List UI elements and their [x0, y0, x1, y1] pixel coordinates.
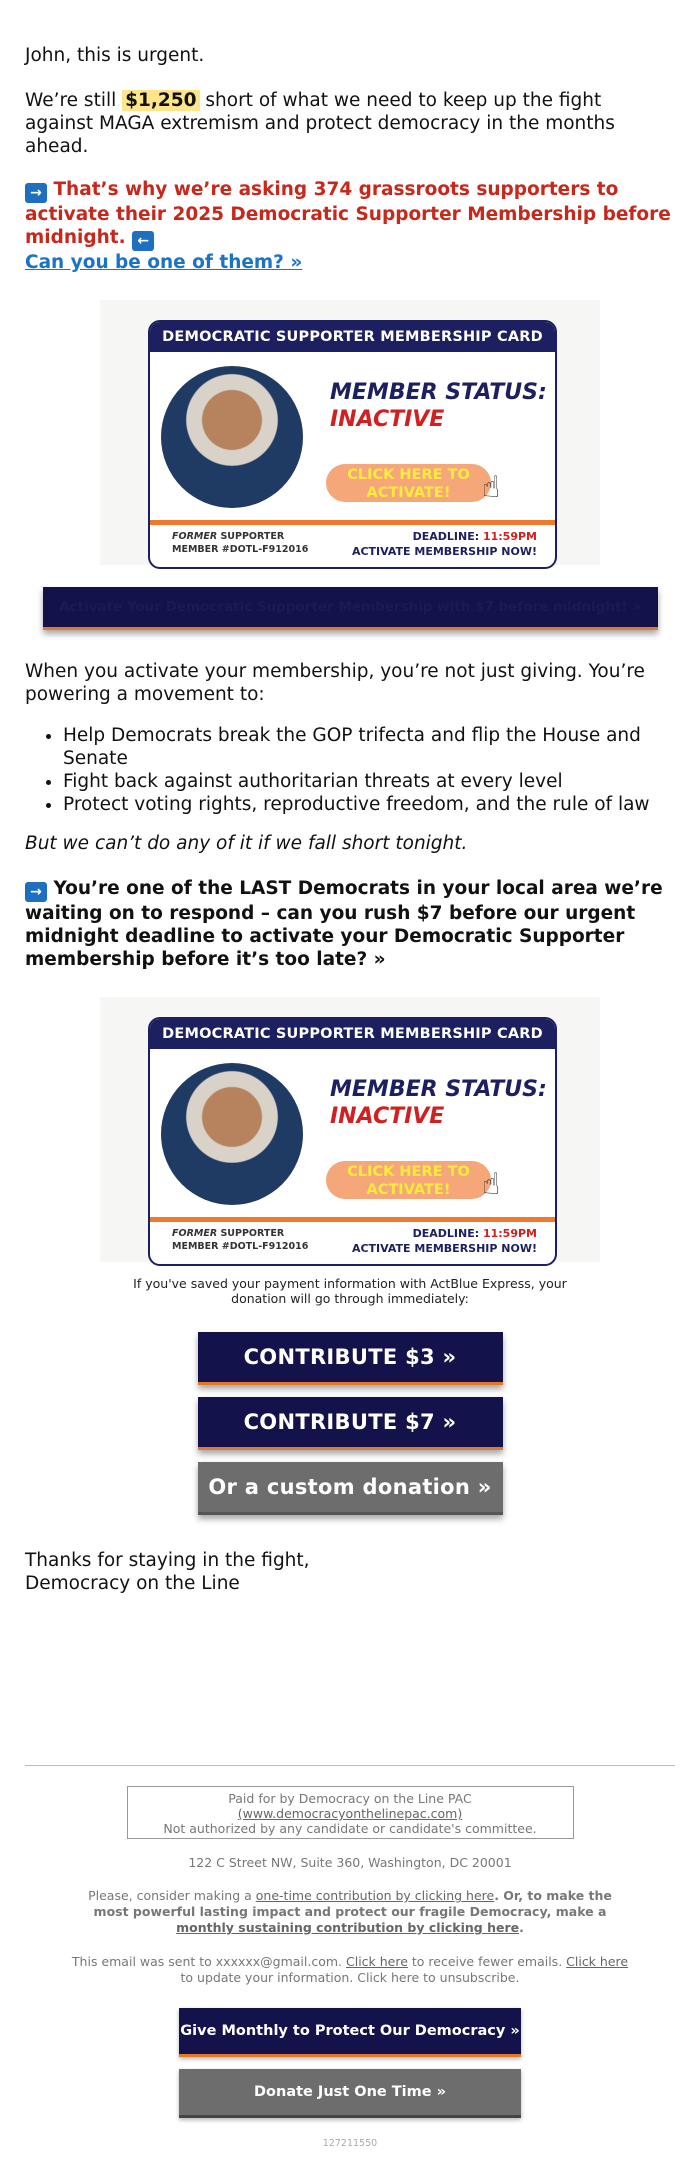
express-note: If you've saved your payment information with ActBlue Express, your donation will go through immediately: [133, 1276, 567, 1306]
right-arrow-icon: → [25, 183, 47, 203]
membership-card-image[interactable] [100, 300, 600, 565]
status-value: INACTIVE [330, 407, 445, 432]
deadline-time: 11:59PM [482, 1227, 537, 1240]
signoff-line-1: Thanks for staying in the fight, [25, 1550, 310, 1571]
deadline-label: DEADLINE: [412, 530, 483, 543]
greeting: John, this is urgent. [25, 45, 205, 66]
donate-one-time-button[interactable]: Donate Just One Time » [179, 2069, 521, 2118]
update-info-link[interactable]: Click here [566, 1954, 629, 1969]
ask-paragraph [25, 178, 675, 251]
fewer-emails-link[interactable]: Click here [346, 1954, 408, 1969]
member-number: MEMBER #DOTL-F912016 [172, 1241, 309, 1252]
sent-text-1: This email was sent to xxxxxx@gmail.com. [71, 1954, 346, 1969]
member-info [172, 1227, 308, 1253]
mailing-address: 122 C Street NW, Suite 360, Washington, DC 20001 [188, 1855, 512, 1870]
paid-by: Paid for by Democracy on the Line PAC [228, 1791, 472, 1806]
intro-paragraph [25, 89, 675, 158]
card-header: DEMOCRATIC SUPPORTER MEMBERSHIP CARD [150, 1019, 555, 1049]
not-authorized: Not authorized by any candidate or candidate's committee. [163, 1821, 537, 1836]
sent-text-3: to update your information. Click here to unsubscribe. [180, 1970, 520, 1985]
pac-url-link[interactable]: (www.democracyonthelinepac.com) [237, 1806, 463, 1821]
former-rest: SUPPORTER [217, 531, 285, 542]
italic-line: But we can’t do any of it if we fall short tonight. [25, 833, 468, 854]
disclaimer-box [127, 1786, 574, 1839]
be-one-link[interactable]: Can you be one of them? » [25, 252, 303, 273]
intro-after: short of what we need to keep up the fight against MAGA extremism and protect democracy in the months ahead. [25, 90, 615, 157]
card-cta: CLICK HERE TO ACTIVATE! [326, 464, 491, 502]
deadline-cta: ACTIVATE MEMBERSHIP NOW! [351, 1242, 537, 1255]
contribution-note [70, 1888, 630, 1936]
card-divider [150, 1217, 555, 1222]
former-label: FORMER [172, 1228, 218, 1239]
consider-text-1: Please, consider making a [88, 1888, 256, 1903]
card-header: DEMOCRATIC SUPPORTER MEMBERSHIP CARD [150, 322, 555, 352]
membership-card [148, 1017, 557, 1266]
contribute-3-button[interactable]: CONTRIBUTE $3 » [198, 1332, 503, 1385]
list-item: • Protect voting rights, reproductive freedom, and the rule of law [63, 793, 675, 816]
activate-membership-button[interactable]: Activate Your Democratic Supporter Membership with $7 before midnight! » [43, 587, 658, 630]
status-label: MEMBER STATUS: [330, 1077, 547, 1102]
list-item: • Fight back against authoritarian threats at every level [63, 770, 675, 793]
right-arrow-icon: → [25, 882, 47, 902]
deadline-label: DEADLINE: [412, 1227, 483, 1240]
deadline-info [352, 1226, 537, 1256]
give-monthly-button[interactable]: Give Monthly to Protect Our Democracy » [179, 2008, 521, 2057]
left-arrow-icon: ← [132, 231, 154, 251]
custom-donation-button[interactable]: Or a custom donation » [198, 1462, 503, 1515]
email-preferences [70, 1954, 630, 1986]
one-time-link[interactable]: one-time contribution by clicking here [255, 1888, 495, 1903]
consider-text-2: . Or, to make the most powerful lasting impact and protect our fragile Democracy, make a [93, 1888, 612, 1919]
card-cta: CLICK HERE TO ACTIVATE! [326, 1161, 491, 1199]
deadline-cta: ACTIVATE MEMBERSHIP NOW! [351, 545, 537, 558]
membership-card [148, 320, 557, 569]
pointer-hand-icon: ☝ [482, 1167, 501, 1202]
body-paragraph: When you activate your membership, you’re not just giving. You’re powering a movement to: [25, 661, 645, 705]
status-label: MEMBER STATUS: [330, 380, 547, 405]
former-rest: SUPPORTER [217, 1228, 285, 1239]
monthly-link[interactable]: monthly sustaining contribution by clicking here [176, 1920, 520, 1935]
sent-text-2: to receive fewer emails. [407, 1954, 567, 1969]
tracking-code: 127211550 [322, 2138, 378, 2149]
bold-ask-text: You’re one of the LAST Democrats in your local area we’re waiting on to respond – can you rush $7 before our urgent midnight deadline to activate your Democratic Supporter membership before it’s too late? » [25, 878, 663, 970]
member-photo [161, 1063, 303, 1205]
contribute-7-button[interactable]: CONTRIBUTE $7 » [198, 1397, 503, 1450]
ask-text: That’s why we’re asking 374 grassroots supporters to activate their 2025 Democratic Supporter Membership before midnight. [25, 179, 671, 248]
member-number: MEMBER #DOTL-F912016 [172, 544, 309, 555]
goals-list [25, 724, 675, 816]
footer-divider [25, 1765, 675, 1766]
consider-text-3: . [519, 1920, 524, 1935]
membership-card-image-2[interactable] [100, 997, 600, 1262]
list-item: • Help Democrats break the GOP trifecta and flip the House and Senate [63, 724, 675, 770]
card-divider [150, 520, 555, 525]
deadline-time: 11:59PM [482, 530, 537, 543]
member-photo [161, 366, 303, 508]
bold-ask[interactable] [25, 877, 675, 971]
intro-before: We’re still [25, 90, 123, 111]
former-label: FORMER [172, 531, 218, 542]
pointer-hand-icon: ☝ [482, 470, 501, 505]
signoff-line-2: Democracy on the Line [25, 1573, 240, 1594]
status-value: INACTIVE [330, 1104, 445, 1129]
shortfall-amount: $1,250 [122, 90, 199, 111]
deadline-info [352, 529, 537, 559]
member-info [172, 530, 308, 556]
